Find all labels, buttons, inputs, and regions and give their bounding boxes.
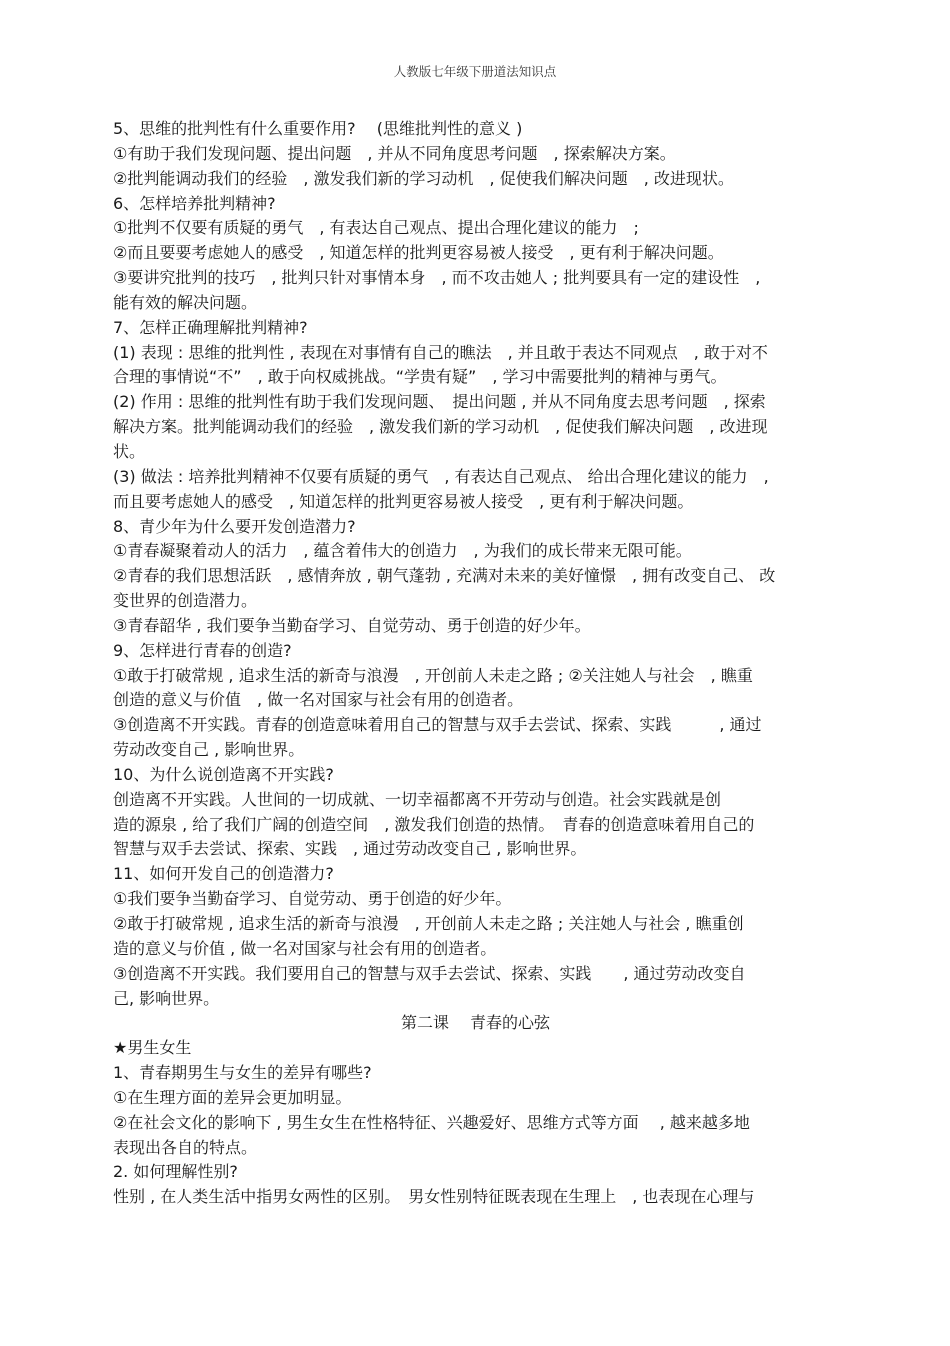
question-heading: 11、如何开发自己的创造潜力? (113, 864, 334, 884)
text-line: ②青春的我们思想活跃 , 感情奔放 , 朝气蓬勃 , 充满对未来的美好憧憬 , 拥有改变自己、 改 (113, 566, 776, 586)
question-heading: 5、思维的批判性有什么重要作用? (思维批判性的意义 ) (113, 119, 523, 138)
text-line: ②在社会文化的影响下 , 男生女生在性格特征、兴趣爱好、思维方式等方面 , 越来越多地 (113, 1112, 750, 1132)
text-line: ①有助于我们发现问题、提出问题 , 并从不同角度思考问题 , 探索解决方案。 (113, 143, 676, 163)
text-line: (1) 表现 : 思维的批判性 , 表现在对事情有自己的瞧法 , 并且敢于表达不同观点 , 敢于对不 (113, 342, 768, 362)
text-line: 造的意义与价值 , 做一名对国家与社会有用的创造者。 (113, 938, 497, 958)
text-line: 能有效的解决问题。 (113, 292, 258, 312)
text-line: ①青春凝聚着动人的活力 , 蕴含着伟大的创造力 , 为我们的成长带来无限可能。 (113, 541, 692, 561)
lesson-title: 第二课 青春的心弦 (400, 1013, 551, 1033)
text-line: ③创造离不开实践。青春的创造意味着用自己的智慧与双手去尝试、探索、实践 , 通过 (113, 715, 762, 735)
text-line: 合理的事情说“不” , 敢于向权威挑战。“学贵有疑” , 学习中需要批判的精神与勇气。 (113, 367, 727, 387)
text-line: ③要讲究批判的技巧 , 批判只针对事情本身 , 而不攻击她人 ; 批判要具有一定的建设性 , (113, 268, 761, 288)
text-line: 性别 , 在人类生活中指男女两性的区别。 男女性别特征既表现在生理上 , 也表现在心理与 (113, 1187, 755, 1207)
document-body (113, 117, 838, 1210)
text-line: ②批判能调动我们的经验 , 激发我们新的学习动机 , 促使我们解决问题 , 改进现状。 (113, 168, 734, 188)
text-line: ③创造离不开实践。我们要用自己的智慧与双手去尝试、探索、实践 , 通过劳动改变自 (113, 963, 746, 983)
text-line: ②敢于打破常规 , 追求生活的新奇与浪漫 , 开创前人未走之路 ; 关注她人与社会 , 瞧重创 (113, 914, 744, 933)
text-line: ①批判不仅要有质疑的勇气 , 有表达自己观点、提出合理化建议的能力 ; (113, 218, 639, 238)
text-line: 解决方案。批判能调动我们的经验 , 激发我们新的学习动机 , 促使我们解决问题 , 改进现 (113, 417, 768, 437)
text-line: 变世界的创造潜力。 (113, 591, 258, 611)
text-line: 而且要考虑她人的感受 , 知道怎样的批判更容易被人接受 , 更有利于解决问题。 (113, 491, 694, 511)
text-line: ②而且要要考虑她人的感受 , 知道怎样的批判更容易被人接受 , 更有利于解决问题。 (113, 243, 724, 263)
question-heading: 10、为什么说创造离不开实践? (113, 764, 334, 784)
text-line: 劳动改变自己 , 影响世界。 (113, 740, 305, 760)
question-heading: 2. 如何理解性别? (113, 1162, 238, 1182)
question-heading: 6、怎样培养批判精神? (113, 193, 276, 213)
text-line: ①我们要争当勤奋学习、自觉劳动、勇于创造的好少年。 (113, 889, 512, 909)
question-heading: 8、青少年为什么要开发创造潜力? (113, 516, 356, 536)
text-line: 状。 (113, 441, 146, 461)
question-heading: 7、怎样正确理解批判精神? (113, 317, 308, 337)
text-line: (3) 做法 : 培养批判精神不仅要有质疑的勇气 , 有表达自己观点、 给出合理化建议的能力 , (113, 466, 769, 486)
text-line: (2) 作用 : 思维的批判性有助于我们发现问题、 提出问题 , 并从不同角度去思考问题 , 探索 (113, 392, 766, 412)
text-line: 智慧与双手去尝试、探索、实践 , 通过劳动改变自己 , 影响世界。 (113, 839, 587, 859)
text-line: ①在生理方面的差异会更加明显。 (113, 1087, 352, 1107)
text-line: ③青春韶华 , 我们要争当勤奋学习、自觉劳动、勇于创造的好少年。 (113, 615, 591, 635)
running-header: 人教版七年级下册道法知识点 (393, 64, 557, 79)
section-heading: ★男生女生 (113, 1038, 192, 1058)
question-heading: 1、青春期男生与女生的差异有哪些? (113, 1063, 372, 1083)
text-line: 造的源泉 , 给了我们广阔的创造空间 , 激发我们创造的热情。 青春的创造意味着用自己的 (113, 814, 755, 834)
text-line: ①敢于打破常规 , 追求生活的新奇与浪漫 , 开创前人未走之路 ; ②关注她人与社会 , 瞧重 (113, 665, 753, 685)
text-line: 创造的意义与价值 , 做一名对国家与社会有用的创造者。 (113, 690, 524, 710)
text-line: 创造离不开实践。人世间的一切成就、一切幸福都离不开劳动与创造。社会实践就是创 (113, 789, 722, 809)
text-line: 表现出各自的特点。 (113, 1137, 258, 1157)
question-heading: 9、怎样进行青春的创造? (113, 640, 292, 660)
text-line: 己, 影响世界。 (113, 988, 220, 1008)
